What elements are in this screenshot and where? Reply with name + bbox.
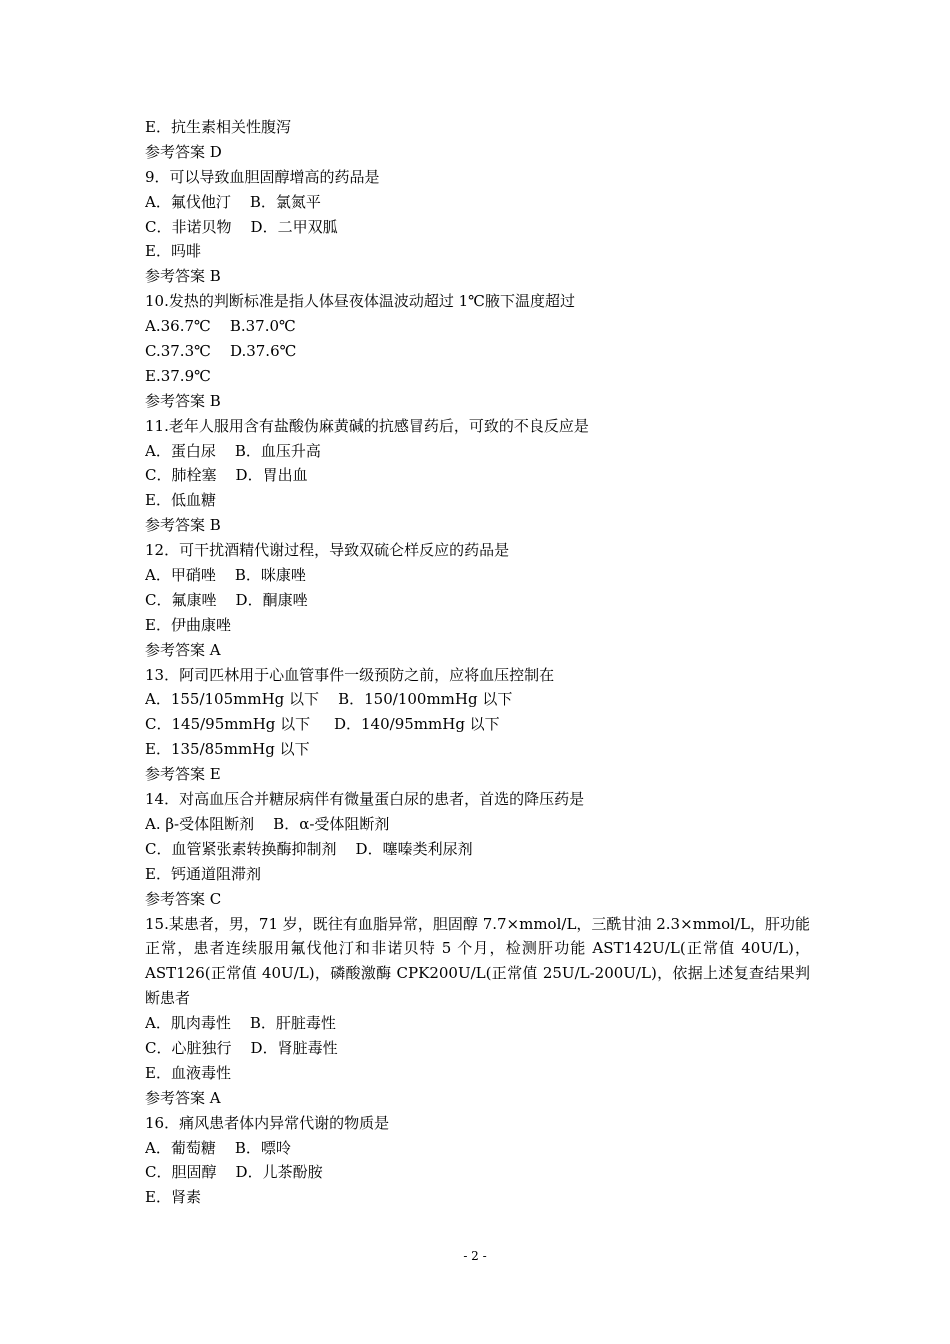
text-line: E．伊曲康唑: [145, 615, 231, 634]
page-number: - 2 -: [463, 1249, 487, 1263]
text-line: 16．痛风患者体内异常代谢的物质是: [145, 1113, 390, 1132]
question-lines-top: [145, 115, 810, 912]
text-line: 9．可以导致血胆固醇增高的药品是: [145, 167, 380, 186]
text-line: C．肺栓塞 D．胃出血: [145, 466, 308, 485]
text-line: C．氟康唑 D．酮康唑: [145, 590, 308, 609]
text-line: 参考答案 A: [145, 640, 221, 659]
text-line: 14．对高血压合并糖尿病伴有微量蛋白尿的患者，首选的降压药是: [145, 790, 585, 809]
text-line: 参考答案 B: [145, 391, 221, 410]
text-line: C．心脏独行 D．肾脏毒性: [145, 1039, 338, 1058]
text-line: 参考答案 A: [145, 1088, 221, 1107]
text-line: A. β-受体阻断剂 B．α-受体阻断剂: [145, 814, 390, 833]
text-line: 10.发热的判断标准是指人体昼夜体温波动超过 1℃腋下温度超过: [145, 292, 575, 311]
text-line: C．血管紧张素转换酶抑制剂 D．噻嗪类利尿剂: [145, 839, 473, 858]
text-line: A．155/105mmHg 以下 B．150/100mmHg 以下: [145, 690, 513, 709]
text-line: 参考答案 B: [145, 267, 221, 286]
document-body: [145, 115, 810, 1210]
question-lines-bottom: [145, 1011, 810, 1210]
text-line: A．肌肉毒性 B．肝脏毒性: [145, 1014, 336, 1033]
text-line: C．胆固醇 D．儿茶酚胺: [145, 1163, 323, 1182]
text-line: E．肾素: [145, 1188, 201, 1207]
text-line: A．氟伐他汀 B．氯氮平: [145, 192, 321, 211]
text-line: E．吗啡: [145, 242, 201, 261]
text-line: E．血液毒性: [145, 1063, 231, 1082]
text-line: C．145/95mmHg 以下 D．140/95mmHg 以下: [145, 715, 500, 734]
text-line: C.37.3℃ D.37.6℃: [145, 342, 297, 361]
text-line: 参考答案 D: [145, 142, 222, 161]
text-line: E．135/85mmHg 以下: [145, 740, 310, 759]
text-line: E.37.9℃: [145, 366, 211, 385]
text-line: E．抗生素相关性腹泻: [145, 118, 291, 136]
text-line: 12．可干扰酒精代谢过程，导致双硫仑样反应的药品是: [145, 541, 510, 560]
text-line: 13．阿司匹林用于心血管事件一级预防之前，应将血压控制在: [145, 665, 555, 684]
question-15-stem: 15.某患者，男，71 岁，既往有血脂异常，胆固醇 7.7×mmol/L，三酰甘油 2.3×mmol/L，肝功能正常，患者连续服用氟伐他汀和非诺贝特 5 个月，检测肝功能 AST142U/L(正常值 40U/L)，AST126(正常值 40U/L)，磷酸激酶 CPK200U/L(正常值 25U/L-200U/L)，依据上述复查结果判断患者: [145, 914, 810, 1008]
text-line: 参考答案 E: [145, 765, 221, 784]
text-line: A．蛋白尿 B．血压升高: [145, 441, 321, 460]
text-line: C．非诺贝物 D．二甲双胍: [145, 217, 338, 236]
text-line: E．低血糖: [145, 491, 216, 510]
text-line: E．钙通道阻滞剂: [145, 864, 261, 883]
page-footer: [0, 1248, 950, 1264]
text-line: 参考答案 B: [145, 516, 221, 535]
text-line: A．甲硝唑 B．咪康唑: [145, 566, 306, 585]
text-line: 11.老年人服用含有盐酸伪麻黄碱的抗感冒药后，可致的不良反应是: [145, 416, 589, 435]
text-line: A．葡萄糖 B．嘌呤: [145, 1138, 291, 1157]
text-line: A.36.7℃ B.37.0℃: [145, 317, 296, 336]
text-line: 参考答案 C: [145, 889, 222, 908]
